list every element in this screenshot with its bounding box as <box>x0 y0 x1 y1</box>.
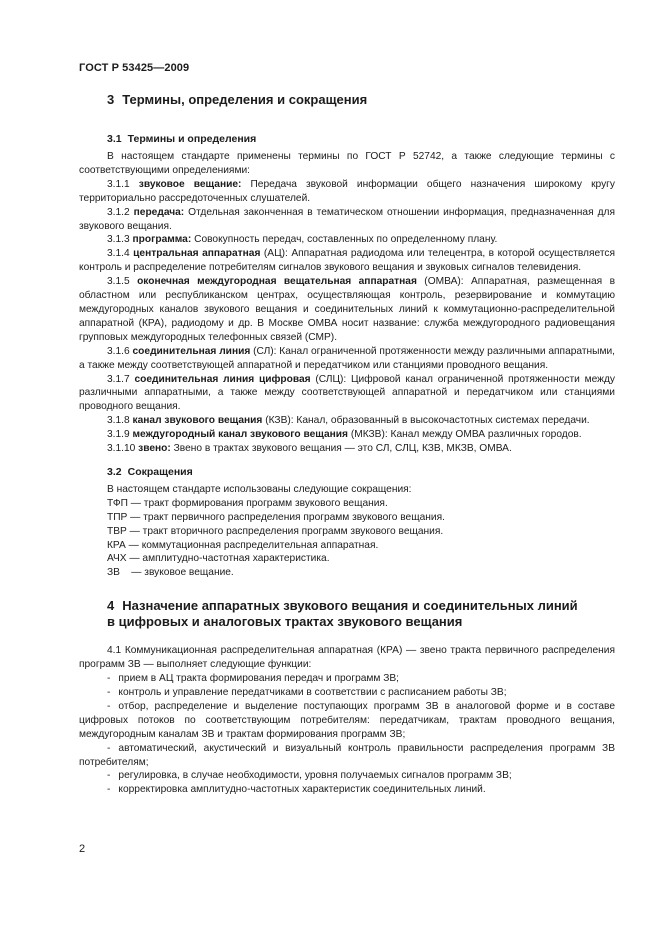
term-name: оконечная междугородная вещательная аппаратная <box>137 276 417 288</box>
term-name: звуковое вещание: <box>138 178 242 190</box>
term-number: 3.1.7 <box>107 373 130 385</box>
section-4-heading <box>79 598 615 614</box>
function-text: контроль и управление передатчиками в соответствии с расписанием работы ЗВ; <box>118 687 507 698</box>
abbreviations-intro: В настоящем стандарте использованы следующие сокращения: <box>107 483 412 495</box>
abbreviation-item: КРА — коммутационная распределительная аппаратная. <box>107 539 379 551</box>
term-definition: (СЛЦ): Цифровой канал ограниченной протяженности между различными аппаратными, а также между соответствующей аппаратной и передатчиком или станциями проводного вещания. <box>79 373 615 413</box>
abbreviation-item: ТФП — тракт формирования программ звукового вещания. <box>107 497 388 509</box>
function-text: отбор, распределение и выделение поступающих программ ЗВ в аналоговой форме и в составе цифровых потоков по соответствующим потребителям: передатчикам, трактам проводного вещания, междугородным каналам ЗВ и трактам формирования программ ЗВ; <box>79 700 615 740</box>
abbreviation-item: АЧХ — амплитудно-частотная характеристика. <box>107 553 330 565</box>
function-text: прием в АЦ тракта формирования передач и программ ЗВ; <box>118 673 400 685</box>
dash-marker: - <box>107 742 111 754</box>
term-number: 3.1.6 <box>107 345 130 357</box>
term-number: 3.1.5 <box>107 276 130 288</box>
term-number: 3.1.3 <box>107 234 130 246</box>
term-item <box>79 247 615 275</box>
term-item <box>79 373 615 415</box>
term-item <box>79 442 615 456</box>
term-definition: (СЛ): Канал ограниченной протяженности между различными аппаратными, а также между соответствующей аппаратной и передатчиком или станциями проводного вещания. <box>79 345 615 371</box>
subsection-title: Сокращения <box>127 465 193 478</box>
term-name: звено: <box>138 443 171 455</box>
section-number: 3 <box>107 92 115 107</box>
function-item <box>79 700 615 742</box>
term-item <box>79 275 615 345</box>
abbreviation-item: ТВР — тракт вторичного распределения программ звукового вещания. <box>107 525 444 537</box>
function-item <box>79 783 615 797</box>
term-definition: (КЗВ): Канал, образованный в высокочастотных системах передачи. <box>262 415 590 427</box>
subsection-3-1-heading <box>79 132 615 146</box>
term-definition: Отдельная законченная в тематическом отношении информация, предназначенная для звукового вещания. <box>79 206 615 232</box>
subsection-3-2-heading <box>79 465 615 479</box>
term-item <box>79 414 615 428</box>
term-definition: Передача звуковой информации общего назначения широкому кругу территориально рассредоточенных слушателей. <box>79 178 615 204</box>
term-definition: (ОМВА): Аппаратная, размещенная в областном или республиканском центрах, осуществляющая контроль, резервирование и коммутацию междугородных каналов звукового вещания и соединительных линий к коммутационно-распределительной аппаратной (КРА), радиодому и др. В Москве ОМВА носит название: служба междугородного радиовещания групповых междугородных телефонных связей (СМР). <box>79 276 615 343</box>
dash-marker: - <box>107 770 111 782</box>
term-number: 3.1.10 <box>107 443 136 455</box>
document-header: ГОСТ Р 53425—2009 <box>79 62 190 74</box>
term-item <box>79 233 615 247</box>
term-number: 3.1.4 <box>107 248 130 260</box>
term-number: 3.1.9 <box>107 429 130 441</box>
function-text: автоматический, акустический и визуальный контроль правильности распределения программ ЗВ потребителям; <box>79 742 615 768</box>
function-text: регулировка, в случае необходимости, уровня получаемых сигналов программ ЗВ; <box>118 770 512 782</box>
terms-list <box>79 178 615 456</box>
page-content <box>79 92 615 797</box>
subsection-title: Термины и определения <box>127 133 257 145</box>
terms-intro: В настоящем стандарте применены термины по ГОСТ Р 52742, а также следующие термины с соответствующими определениями: <box>79 151 615 176</box>
page-number: 2 <box>79 843 86 855</box>
term-name: центральная аппаратная <box>133 248 261 260</box>
term-name: соединительная линия цифровая <box>134 373 311 385</box>
term-number: 3.1.1 <box>107 178 130 190</box>
term-item <box>79 428 615 442</box>
function-text: корректировка амплитудно-частотных характеристик соединительных линий. <box>118 784 486 796</box>
term-number: 3.1.2 <box>107 206 130 218</box>
section-4-heading-cont <box>79 614 615 630</box>
term-definition: (МКЗВ): Канал между ОМВА различных городов. <box>347 429 582 441</box>
term-name: программа: <box>132 234 192 246</box>
section-number: 4 <box>107 598 115 614</box>
abbreviations-list <box>79 497 615 580</box>
dash-marker: - <box>107 784 111 796</box>
term-name: канал звукового вещания <box>132 415 263 427</box>
dash-marker: - <box>107 687 111 698</box>
term-name: соединительная линия <box>132 345 251 357</box>
section-title-line-2: в цифровых и аналоговых трактах звукового вещания <box>107 614 463 630</box>
abbreviation-item: ЗВ — звуковое вещание. <box>107 567 234 579</box>
term-item <box>79 345 615 373</box>
section-title: Термины, определения и сокращения <box>122 92 368 107</box>
subsection-number: 3.2 <box>107 465 122 478</box>
function-item <box>79 769 615 783</box>
subsection-number: 3.1 <box>107 133 122 145</box>
dash-marker: - <box>107 700 111 712</box>
term-name: междугородный канал звукового вещания <box>132 429 348 441</box>
term-item <box>79 178 615 206</box>
term-item <box>79 206 615 234</box>
term-name: передача: <box>133 206 185 218</box>
term-definition: Совокупность передач, составленных по определенному плану. <box>191 234 498 246</box>
function-item <box>79 686 615 700</box>
clause-4-1: 4.1 Коммуникационная распределительная аппаратная (КРА) — звено тракта первичного распределения программ ЗВ — выполняет следующие функции: <box>79 645 615 671</box>
term-definition: (АЦ): Аппаратная радиодома или телецентра, в которой осуществляется контроль и распределение потребителям сигналов звукового вещания и звуковых сигналов телевидения. <box>79 248 615 274</box>
functions-list <box>79 672 615 797</box>
abbreviation-item: ТПР — тракт первичного распределения программ звукового вещания. <box>107 511 445 523</box>
dash-marker: - <box>107 673 111 685</box>
function-item <box>79 672 615 686</box>
function-item <box>79 742 615 770</box>
term-definition: Звено в трактах звукового вещания — это СЛ, СЛЦ, КЗВ, МКЗВ, ОМВА. <box>170 443 512 455</box>
term-number: 3.1.8 <box>107 415 130 427</box>
section-title-line-1: Назначение аппаратных звукового вещания и соединительных линий <box>122 598 578 614</box>
section-3-heading <box>79 92 615 108</box>
